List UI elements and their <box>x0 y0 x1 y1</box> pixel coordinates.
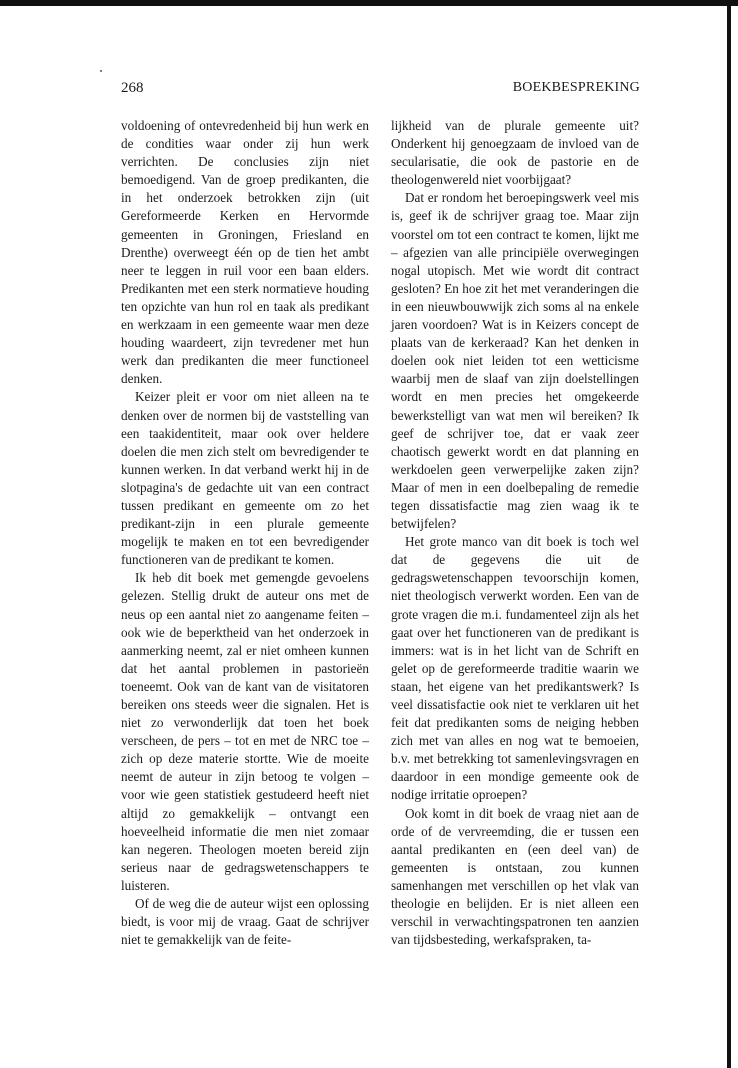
paragraph: Keizer pleit er voor om niet alleen na te denken over de normen bij de vaststelling van een taakidentiteit, maar ook over heldere doelen die men zich stelt om bevredigender te kunnen werken. In dat verband werkt hij in de slotpagina's de gedachte uit van een contract tussen predikant en gemeente om zo het predikant-zijn in een plurale gemeente mogelijk te maken en tot een bevredigender functioneren van de predikant te komen. <box>121 389 369 568</box>
scan-edge-right <box>727 0 731 1068</box>
paragraph: Ook komt in dit boek de vraag niet aan de orde of de vervreemding, die er tussen een aantal predikanten en (een deel van) de gemeenten is ontstaan, zou kunnen samenhangen met verschillen op het vlak van theologie en belijden. Er is niet alleen een verschil in verwachtingspatronen ten aanzien van tijdsbesteding, werkafspraken, ta- <box>391 805 639 948</box>
running-head: BOEKBESPREKING <box>512 80 640 95</box>
scan-speck <box>100 70 102 72</box>
paragraph: voldoening of ontevredenheid bij hun werk en de condities waar onder zij hun werk verrichten. De conclusies zijn niet bemoedigend. Van de groep predikanten, die in het onderzoek betrokken zijn (uit Gereformeerde Kerken en Hervormde gemeenten in Groningen, Friesland en Drenthe) overweegt één op de tien het ambt neer te leggen in ruil voor een baan elders. Predikanten met een sterk normatieve houding ten opzichte van hun rol en taak als predikant en werkzaam in een gemeente waar men deze houding waardeert, zijn tevredener met hun werk dan predikanten die meer functioneel denken. <box>121 118 369 387</box>
paragraph: Dat er rondom het beroepingswerk veel mis is, geef ik de schrijver graag toe. Maar zijn voorstel om tot een contract te komen, lijkt me – afgezien van alle principiële overwegingen nogal utopisch. Met wie wordt dit contract gesloten? En hoe zit het met veranderingen die in een nieuwbouwwijk zich soms al na enkele jaren voordoen? Wat is in Keizers concept de plaats van de kerkeraad? Kan het denken in doelen ook niet leiden tot een wetticisme waarbij men de slaaf van zijn doelstellingen wordt en men precies het omgekeerde bewerkstelligt van wat men wil bereiken? Ik geef de schrijver toe, dat er vaak zeer chaotisch gewerkt wordt en dat planning en werkdoelen geen verwerpelijke zaken zijn? Maar of men in een doelbepaling de remedie tegen dissatisfactie mag zien waag ik te betwijfelen? <box>391 190 639 532</box>
paragraph: Ik heb dit boek met gemengde gevoelens gelezen. Stellig drukt de auteur ons met de neus op een aantal niet zo aangename feiten – ook wie de beperktheid van het onderzoek in aanmerking neemt, zal er niet omheen kunnen dat het aantal problemen in pastorieën toeneemt. Ook van de kant van de visitatoren bereiken ons steeds weer die signalen. Het is niet zo verwonderlijk dat toen het boek verscheen, de pers – tot en met de NRC toe – zich op deze materie stortte. Wie de moeite neemt de auteur in zijn betoog te volgen – voor wie geen statistiek gestudeerd heeft niet altijd zo gemakkelijk – ontvangt een hoeveelheid informatie die men niet zomaar kan negeren. Theologen moeten bereid zijn serieus naar de gedragswetenschappers te luisteren. <box>121 570 369 893</box>
left-column <box>121 117 369 949</box>
page-number: 268 <box>121 80 144 96</box>
scan-edge-top <box>0 0 738 6</box>
right-column <box>391 117 639 949</box>
paragraph: Of de weg die de auteur wijst een oplossing biedt, is voor mij de vraag. Gaat de schrijver niet te gemakkelijk van de feite- <box>121 896 369 948</box>
paragraph: lijkheid van de plurale gemeente uit? Onderkent hij genoegzaam de invloed van de secularisatie, die ook de pastorie en de theologenwereld niet voorbijgaat? <box>391 118 639 188</box>
paragraph: Het grote manco van dit boek is toch wel dat de gegevens die uit de gedragswetenschappen tevoorschijn komen, niet theologisch verwerkt worden. Een van de grote vragen die m.i. fundamenteel zijn als het gaat over het functioneren van de predikant is immers: wat is in het licht van de Schrift en gelet op de gereformeerde traditie waarin we staan, het eigene van het predikantswerk? Is veel dissatisfactie ook niet te verklaren uit het feit dat predikanten soms de neiging hebben zich met van alles en nog wat te bemoeien, b.v. met betrekking tot samenlevingsvragen en daardoor in een mondige gemeente ook de nodige irritatie oproepen? <box>391 534 639 803</box>
